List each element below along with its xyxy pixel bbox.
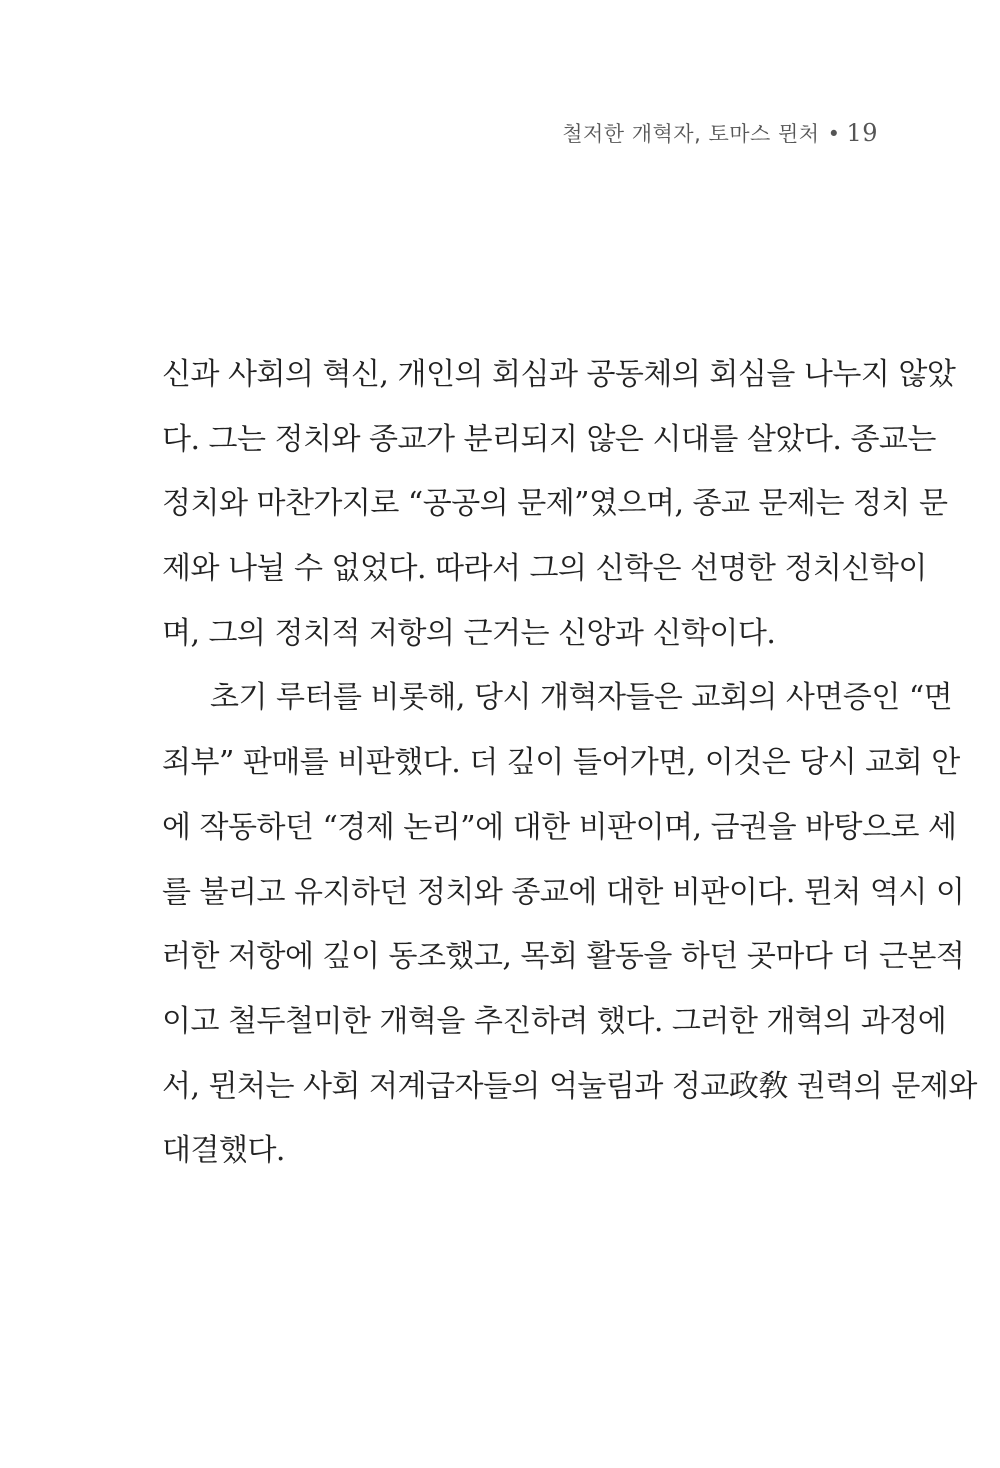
text-line: 를 불리고 유지하던 정치와 종교에 대한 비판이다. 뮌처 역시 이 — [162, 874, 965, 910]
text-line: 이고 철두철미한 개혁을 추진하려 했다. 그러한 개혁의 과정에 — [162, 1003, 947, 1039]
text-line: 대결했다. — [162, 1133, 285, 1169]
header-separator: • — [827, 122, 841, 146]
running-header-title: 철저한 개혁자, 토마스 뮌처 — [562, 122, 820, 146]
text-line: 러한 저항에 깊이 동조했고, 목회 활동을 하던 곳마다 더 근본적 — [162, 939, 965, 975]
text-line: 제와 나뉠 수 없었다. 따라서 그의 신학은 선명한 정치신학이 — [162, 551, 927, 587]
text-line: 신과 사회의 혁신, 개인의 회심과 공동체의 회심을 나누지 않았 — [162, 357, 956, 392]
text-line: 죄부” 판매를 비판했다. 더 깊이 들어가면, 이것은 당시 교회 안 — [162, 745, 960, 781]
paragraph-1 — [162, 351, 956, 674]
text-line: 에 작동하던 “경제 논리”에 대한 비판이며, 금권을 바탕으로 세 — [162, 809, 957, 845]
text-line: 며, 그의 정치적 저항의 근거는 신앙과 신학이다. — [162, 615, 776, 651]
paragraph-2 — [162, 674, 977, 1192]
page-number: 19 — [846, 119, 878, 147]
text-line: 다. 그는 정치와 종교가 분리되지 않은 시대를 살았다. 종교는 — [162, 421, 936, 457]
running-header — [562, 118, 878, 148]
body-text — [162, 351, 977, 1192]
text-line: 서, 뮌처는 사회 저계급자들의 억눌림과 정교政敎 권력의 문제와 — [162, 1068, 977, 1104]
text-line: 정치와 마찬가지로 “공공의 문제”였으며, 종교 문제는 정치 문 — [162, 486, 948, 522]
text-line: 초기 루터를 비롯해, 당시 개혁자들은 교회의 사면증인 “면 — [210, 680, 953, 716]
